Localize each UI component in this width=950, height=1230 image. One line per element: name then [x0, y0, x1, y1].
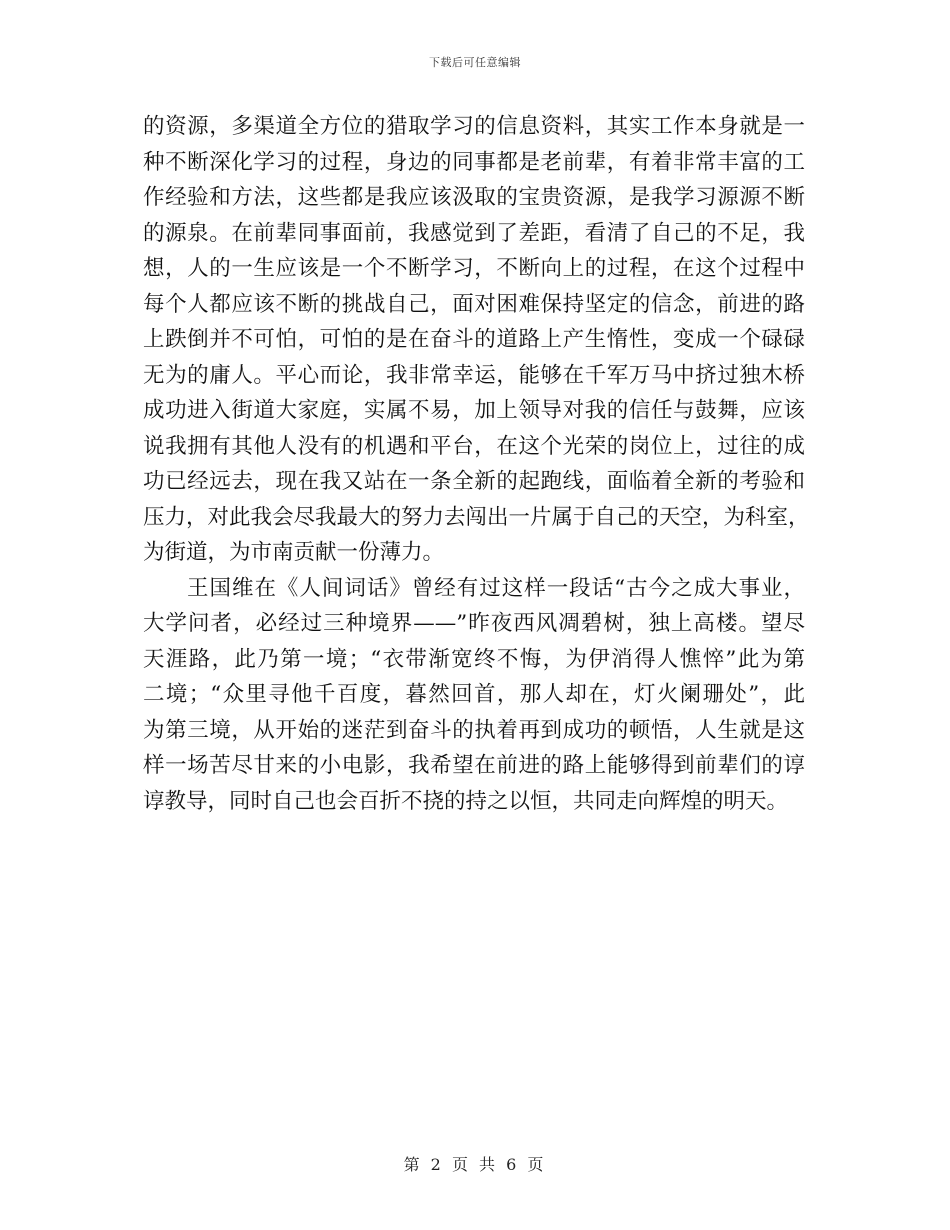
text-line: 说我拥有其他人没有的机遇和平台，在这个光荣的岗位上，过往的成	[143, 433, 805, 459]
text-line: 每个人都应该不断的挑战自己，面对困难保持坚定的信念，前进的路	[143, 291, 805, 317]
text-line: 的源泉。在前辈同事面前，我感觉到了差距，看清了自己的不足，我	[143, 220, 805, 246]
text-line: 谆教导，同时自己也会百折不挠的持之以恒，共同走向辉煌的明天。	[143, 788, 789, 814]
text-line: 压力，对此我会尽我最大的努力去闯出一片属于自己的天空，为科室，	[143, 504, 810, 530]
text-line: 王国维在《人间词话》曾经有过这样一段话“古今之成大事业，	[187, 575, 805, 601]
text-line: 样一场苦尽甘来的小电影，我希望在前进的路上能够得到前辈们的谆	[143, 753, 805, 778]
text-line: 无为的庸人。平心而论，我非常幸运，能够在千军万马中挤过独木桥	[143, 362, 805, 388]
text-line: 想，人的一生应该是一个不断学习，不断向上的过程，在这个过程中	[143, 256, 805, 281]
page-header: 下载后可任意编辑	[429, 56, 521, 69]
text-line: 天涯路，此乃第一境；“衣带渐宽终不悔，为伊消得人憔悴”此为第	[143, 646, 805, 672]
text-line: 上跌倒并不可怕，可怕的是在奋斗的道路上产生惰性，变成一个碌碌	[143, 327, 805, 352]
text-line: 为第三境，从开始的迷茫到奋斗的执着再到成功的顿悟，人生就是这	[143, 717, 805, 743]
document-body	[143, 109, 810, 819]
text-line: 作经验和方法，这些都是我应该汲取的宝贵资源，是我学习源源不断	[143, 185, 805, 210]
paragraph-1	[143, 109, 810, 571]
page-number: 第 2 页 共 6 页	[403, 1155, 547, 1174]
text-line: 二境；“众里寻他千百度，暮然回首，那人却在，灯火阑珊处”，此	[143, 682, 805, 707]
text-line: 种不断深化学习的过程，身边的同事都是老前辈，有着非常丰富的工	[143, 149, 805, 175]
text-line: 为街道，为市南贡献一份薄力。	[143, 540, 445, 565]
text-line: 的资源，多渠道全方位的猎取学习的信息资料，其实工作本身就是一	[143, 114, 805, 139]
text-line: 成功进入街道大家庭，实属不易，加上领导对我的信任与鼓舞，应该	[143, 398, 805, 423]
paragraph-2	[143, 571, 805, 820]
text-line: 大学问者，必经过三种境界——”昨夜西风凋碧树，独上高楼。望尽	[143, 611, 805, 636]
text-line: 功已经远去，现在我又站在一条全新的起跑线，面临着全新的考验和	[143, 469, 805, 494]
